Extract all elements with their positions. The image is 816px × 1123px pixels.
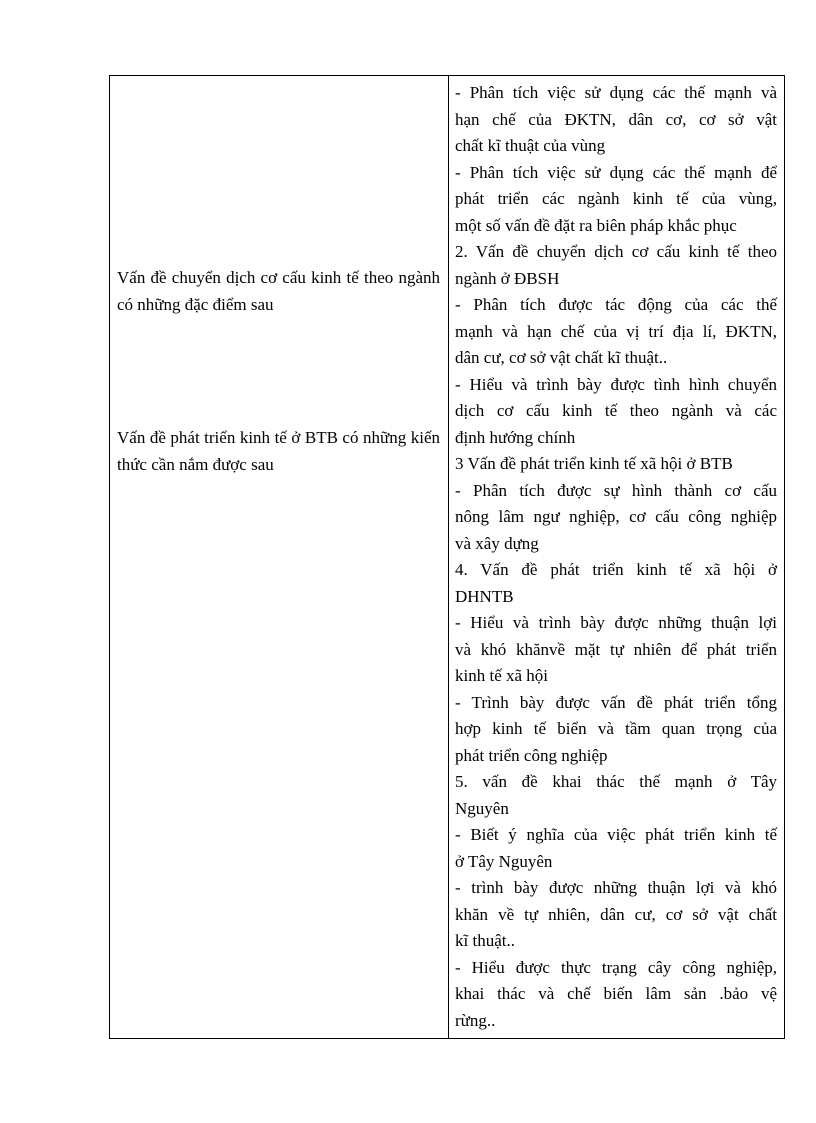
- text-line: - Hiểu được thực trạng cây công nghiệp,: [455, 957, 777, 977]
- text-line: ngành ở ĐBSH: [455, 268, 560, 288]
- text-line: 3 Vấn đề phát triển kinh tế xã hội ở BTB: [455, 454, 733, 473]
- text-line: 4. Vấn đề phát triển kinh tế xã hội ở: [455, 560, 777, 579]
- text-line: - Phân tích được sự hình thành cơ cấu: [455, 480, 777, 500]
- text-line: định hướng chính: [455, 427, 576, 447]
- text-line: - trình bày được những thuận lợi và khó: [455, 878, 777, 897]
- text-line: rừng..: [455, 1010, 496, 1030]
- text-line: DHNTB: [455, 586, 514, 606]
- text-line: 5. vấn đề khai thác thế mạnh ở Tây: [455, 772, 777, 791]
- text-line: kĩ thuật..: [455, 931, 515, 950]
- text-line: - Biết ý nghĩa của việc phát triển kinh tế: [455, 825, 777, 844]
- text-line: hợp kinh tế biển và tầm quan trọng của: [455, 719, 777, 738]
- text-line: kinh tế xã hội: [455, 666, 549, 685]
- text-line: phát triển các ngành kinh tế của vùng,: [455, 189, 777, 208]
- text-line: - Hiểu và trình bày được những thuận lợi: [455, 613, 777, 632]
- text-line: dịch cơ cấu kinh tế theo ngành và các: [455, 401, 777, 420]
- text-line: Nguyên: [455, 798, 509, 818]
- text-line: chất kĩ thuật của vùng: [455, 136, 606, 155]
- text-line: ở Tây Nguyên: [455, 851, 553, 871]
- text-line: mạnh và hạn chế của vị trí địa lí, ĐKTN,: [455, 321, 777, 341]
- left-cell-text-structural-shift: Vấn đề chuyển dịch cơ cấu kinh tế theo ngành có những đặc điểm sau: [117, 268, 440, 314]
- table-left-column: [110, 76, 449, 1038]
- text-line: và xây dựng: [455, 533, 539, 553]
- text-line: - Phân tích việc sử dụng các thế mạnh và: [455, 83, 777, 102]
- text-line: một số vấn đề đặt ra biên pháp khắc phục: [455, 215, 737, 235]
- text-line: khăn về tự nhiên, dân cư, cơ sở vật chất: [455, 904, 777, 924]
- text-line: - Trình bày được vấn đề phát triển tổng: [455, 692, 777, 712]
- text-line: và khó khănvề mặt tự nhiên để phát triển: [455, 639, 777, 659]
- text-line: 2. Vấn đề chuyển dịch cơ cấu kinh tế theo: [455, 242, 777, 261]
- text-line: khai thác và chế biến lâm sản .bảo vệ: [455, 984, 777, 1003]
- text-line: phát triển công nghiệp: [455, 745, 608, 765]
- table-right-column: [449, 76, 784, 1038]
- text-line: - Phân tích được tác động của các thế: [455, 295, 777, 314]
- content-table: [109, 75, 785, 1039]
- text-line: hạn chế của ĐKTN, dân cơ, cơ sở vật: [455, 109, 777, 129]
- text-line: - Hiểu và trình bày được tình hình chuyển: [455, 374, 777, 394]
- text-line: dân cư, cơ sở vật chất kĩ thuật..: [455, 348, 668, 367]
- text-line: - Phân tích việc sử dụng các thế mạnh để: [455, 162, 777, 182]
- text-line: nông lâm ngư nghiệp, cơ cấu công nghiệp: [455, 507, 777, 526]
- left-cell-text-btb-development: Vấn đề phát triển kinh tế ở BTB có những kiến thức cần nắm được sau: [117, 428, 440, 474]
